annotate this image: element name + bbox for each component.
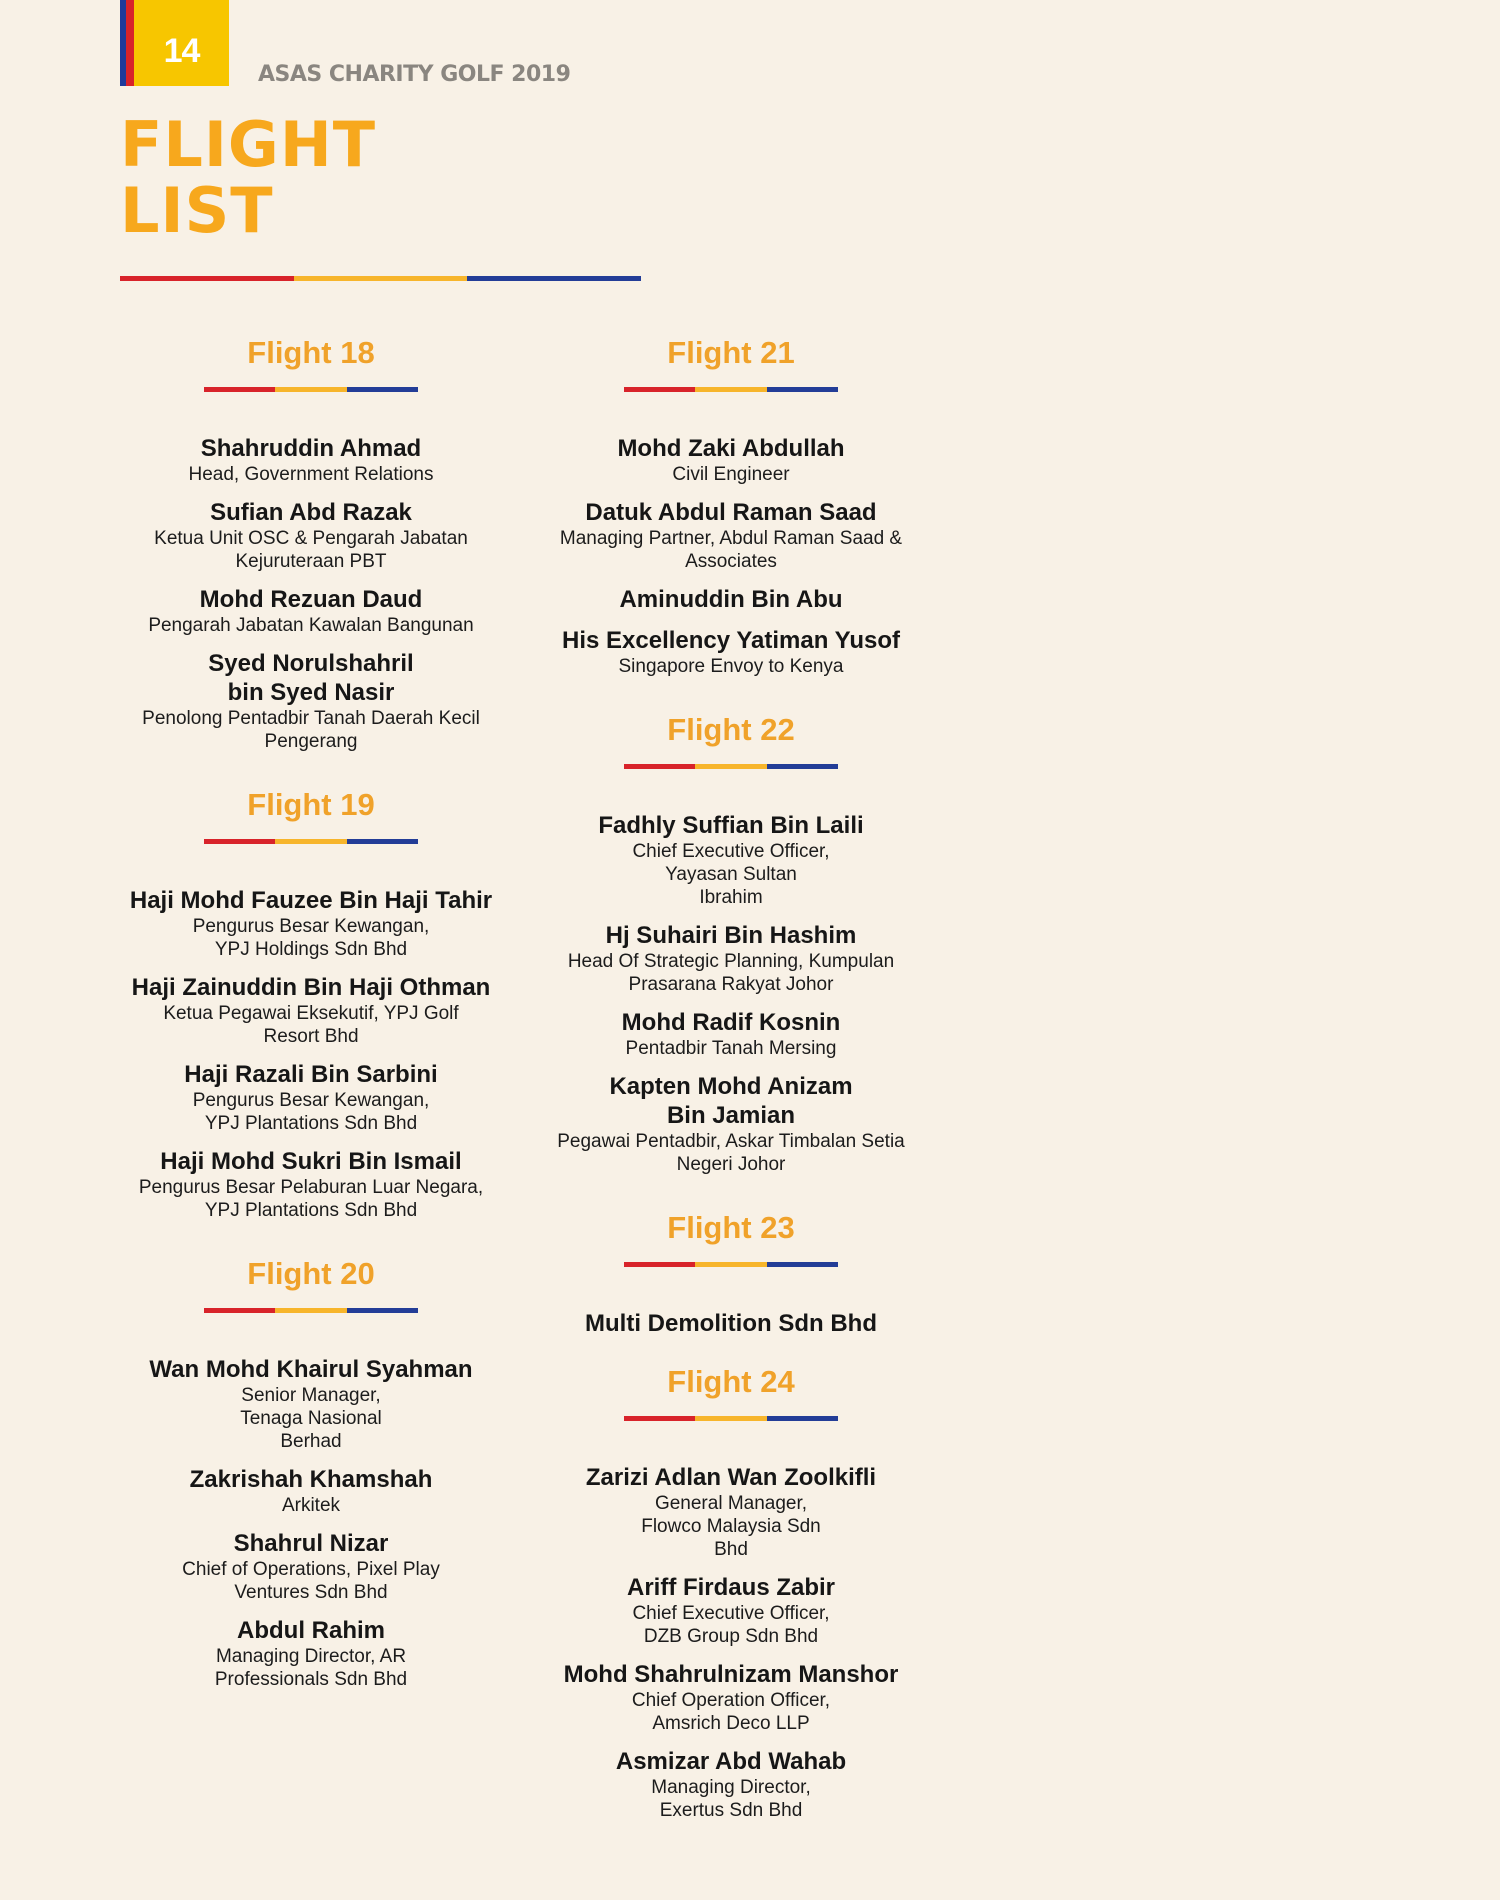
member <box>531 1660 931 1735</box>
divider-segment <box>275 387 346 392</box>
divider-segment <box>624 764 695 769</box>
divider-segment <box>695 387 766 392</box>
member-role: Arkitek <box>281 1495 341 1516</box>
member <box>531 811 931 909</box>
member-role: Ketua Unit OSC & Pengarah Jabatan Kejuruteraan PBT <box>154 528 468 572</box>
divider-segment <box>767 387 838 392</box>
divider-segment <box>347 387 418 392</box>
member-name: Hj Suhairi Bin Hashim <box>605 922 857 949</box>
member-name: Haji Zainuddin Bin Haji Othman <box>131 974 491 1001</box>
divider-segment <box>347 1308 418 1313</box>
member-name: Wan Mohd Khairul Syahman <box>149 1356 473 1383</box>
member-name: Shahrul Nizar <box>233 1530 389 1557</box>
member-role: Singapore Envoy to Kenya <box>618 656 844 677</box>
divider-segment <box>767 1262 838 1267</box>
divider-segment <box>767 764 838 769</box>
member-name: Shahruddin Ahmad <box>200 435 422 462</box>
member <box>531 1072 931 1176</box>
member-name: Ariff Firdaus Zabir <box>626 1574 836 1601</box>
member <box>531 1747 931 1822</box>
flight-divider <box>624 764 838 769</box>
flight-heading: Flight 21 <box>667 335 795 370</box>
divider-segment <box>624 1416 695 1421</box>
member-role: Pengurus Besar Pelaburan Luar Negara, YPJ Plantations Sdn Bhd <box>138 1177 484 1221</box>
member <box>531 585 931 614</box>
member <box>111 1529 511 1604</box>
member <box>111 886 511 961</box>
page-title <box>120 108 376 247</box>
member <box>111 585 511 637</box>
member-role: Head Of Strategic Planning, Kumpulan Prasarana Rakyat Johor <box>567 951 895 995</box>
member <box>111 1355 511 1453</box>
member-role: Chief Operation Officer, Amsrich Deco LLP <box>631 1690 831 1734</box>
publication-title: ASAS CHARITY GOLF 2019 <box>258 62 571 87</box>
member <box>531 1463 931 1561</box>
member-role: Pengarah Jabatan Kawalan Bangunan <box>148 615 474 636</box>
member-name: Mohd Zaki Abdullah <box>617 435 845 462</box>
member-name: Aminuddin Bin Abu <box>619 586 843 613</box>
flight-group <box>111 1254 511 1691</box>
member-name: Mohd Shahrulnizam Manshor <box>563 1661 899 1688</box>
member-role: Pengurus Besar Kewangan, YPJ Plantations Sdn Bhd <box>192 1090 430 1134</box>
divider-segment <box>695 1416 766 1421</box>
member-name: Zakrishah Khamshah <box>189 1466 433 1493</box>
member <box>531 1573 931 1648</box>
divider-segment <box>120 276 294 281</box>
flight-divider <box>624 387 838 392</box>
flight-heading: Flight 22 <box>667 712 795 747</box>
member-role: Chief Executive Officer, Yayasan Sultan Ibrahim <box>632 841 830 908</box>
member <box>111 649 511 753</box>
flight-divider <box>204 387 418 392</box>
member-name: Sufian Abd Razak <box>210 499 412 526</box>
member-role: Chief of Operations, Pixel Play Ventures Sdn Bhd <box>182 1559 440 1603</box>
divider-segment <box>767 1416 838 1421</box>
divider-segment <box>204 1308 275 1313</box>
flight-group <box>111 785 511 1222</box>
divider-segment <box>275 1308 346 1313</box>
member <box>531 626 931 678</box>
page-number: 14 <box>163 32 200 70</box>
flight-group <box>531 333 931 678</box>
divider-segment <box>347 839 418 844</box>
member-role: Ketua Pegawai Eksekutif, YPJ Golf Resort Bhd <box>163 1003 459 1047</box>
member <box>111 498 511 573</box>
tab-stripe-red <box>126 0 134 86</box>
divider-segment <box>294 276 468 281</box>
member <box>531 1309 931 1338</box>
flight-group <box>531 1208 931 1338</box>
divider-segment <box>695 764 766 769</box>
member-name: Syed Norulshahril bin Syed Nasir <box>208 650 414 706</box>
member-name: Haji Razali Bin Sarbini <box>184 1061 438 1088</box>
member <box>531 434 931 486</box>
member-name: Datuk Abdul Raman Saad <box>585 499 877 526</box>
member-role: Managing Director, Exertus Sdn Bhd <box>651 1777 811 1821</box>
member <box>111 973 511 1048</box>
member-role: Penolong Pentadbir Tanah Daerah Kecil Pengerang <box>142 708 480 752</box>
member-name: Mohd Rezuan Daud <box>199 586 423 613</box>
divider-segment <box>467 276 641 281</box>
page-title-line-1: FLIGHT <box>120 108 376 181</box>
title-divider <box>120 276 641 281</box>
member-name: Mohd Radif Kosnin <box>621 1009 841 1036</box>
divider-segment <box>624 1262 695 1267</box>
member-role: Pengurus Besar Kewangan, YPJ Holdings Sdn Bhd <box>192 916 430 960</box>
member-name: Asmizar Abd Wahab <box>615 1748 847 1775</box>
flight-heading: Flight 20 <box>247 1256 375 1291</box>
member-role: Chief Executive Officer, DZB Group Sdn Bhd <box>632 1603 830 1647</box>
member-name: His Excellency Yatiman Yusof <box>562 627 900 654</box>
member <box>531 921 931 996</box>
member <box>111 434 511 486</box>
right-column <box>531 333 931 1854</box>
flight-group <box>111 333 511 753</box>
member-name: Kapten Mohd Anizam Bin Jamian <box>609 1073 853 1129</box>
flight-group <box>531 710 931 1176</box>
member-role: Pegawai Pentadbir, Askar Timbalan Setia Negeri Johor <box>557 1131 905 1175</box>
member <box>531 498 931 573</box>
member-role: General Manager, Flowco Malaysia Sdn Bhd <box>641 1493 821 1560</box>
member-name: Multi Demolition Sdn Bhd <box>585 1310 877 1337</box>
member <box>111 1465 511 1517</box>
member <box>111 1060 511 1135</box>
divider-segment <box>695 1262 766 1267</box>
member <box>111 1616 511 1691</box>
flight-divider <box>204 1308 418 1313</box>
flight-heading: Flight 19 <box>247 787 375 822</box>
member-role: Managing Director, AR Professionals Sdn Bhd <box>214 1646 408 1690</box>
divider-segment <box>204 387 275 392</box>
left-column <box>111 333 511 1723</box>
member <box>111 1147 511 1222</box>
member-role: Managing Partner, Abdul Raman Saad & Associates <box>559 528 903 572</box>
member-role: Civil Engineer <box>672 464 790 485</box>
flight-divider <box>624 1416 838 1421</box>
member-name: Fadhly Suffian Bin Laili <box>598 812 864 839</box>
member-role: Head, Government Relations <box>188 464 434 485</box>
flight-group <box>531 1362 931 1822</box>
member <box>531 1008 931 1060</box>
member-name: Zarizi Adlan Wan Zoolkifli <box>585 1464 877 1491</box>
divider-segment <box>275 839 346 844</box>
flight-heading: Flight 18 <box>247 335 375 370</box>
page-title-line-2: LIST <box>120 174 274 247</box>
member-name: Abdul Rahim <box>237 1617 385 1644</box>
member-name: Haji Mohd Sukri Bin Ismail <box>160 1148 462 1175</box>
member-role: Pentadbir Tanah Mersing <box>625 1038 837 1059</box>
member-name: Haji Mohd Fauzee Bin Haji Tahir <box>129 887 493 914</box>
flight-heading: Flight 23 <box>667 1210 795 1245</box>
flight-divider <box>624 1262 838 1267</box>
flight-heading: Flight 24 <box>667 1364 795 1399</box>
divider-segment <box>204 839 275 844</box>
member-role: Senior Manager, Tenaga Nasional Berhad <box>240 1385 382 1452</box>
divider-segment <box>624 387 695 392</box>
flight-divider <box>204 839 418 844</box>
